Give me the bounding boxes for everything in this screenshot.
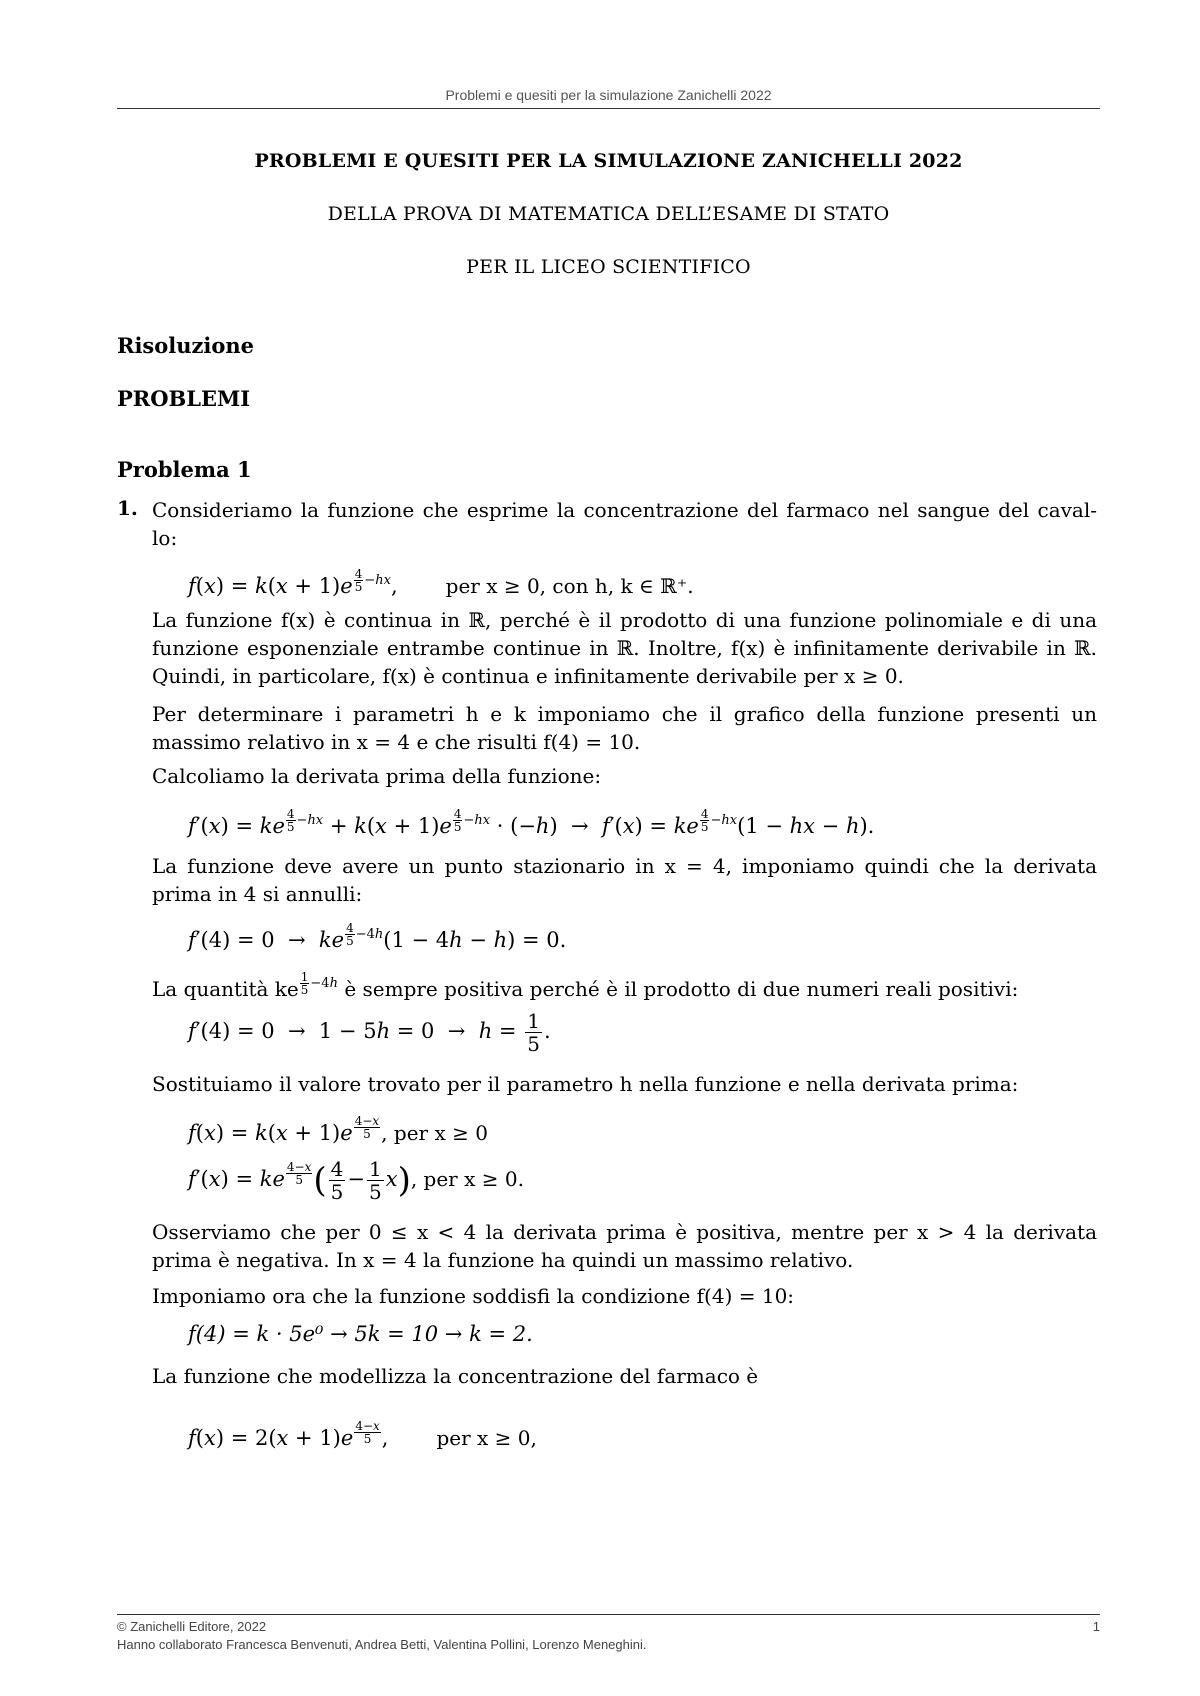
footer-rule (117, 1614, 1100, 1615)
equation-condition: per x ≥ 0, con h, k ∈ ℝ⁺. (445, 574, 694, 598)
equation-stationary: f′(4) = 0 → ke $^{\frac{4}{5} -4h}$(1 − 4h − h) = 0. (188, 921, 567, 952)
heading-problema-1: Problema 1 (117, 457, 252, 482)
equation-f-definition: f(x) = k(x + 1)e $^{\frac{4}{5} -hx}$, per x ≥ 0, con h, k ∈ ℝ⁺. (188, 567, 694, 598)
equation-final: f(x) = 2(x + 1)e $^{\frac{4-x}{5}}$ , per x ≥ 0, (188, 1419, 537, 1450)
paragraph-1: Consideriamo la funzione che esprime la concentrazione del farmaco nel sangue del caval-lo: (152, 498, 1097, 550)
paragraph-2: La funzione f(x) è continua in ℝ, perché è il prodotto di una funzione polinomiale e di una funzione esponenziale entrambe continue in ℝ. Inoltre, f(x) è infinitamente derivabile in ℝ. Quindi, in particolare, f(x) è continua e infinitamente derivabile per x ≥ 0. (152, 608, 1097, 688)
page-number: 1 (1092, 1619, 1100, 1634)
condition-2: , per x ≥ 0. (410, 1167, 524, 1191)
condition-1: , per x ≥ 0 (381, 1121, 488, 1145)
paragraph-5: La funzione deve avere un punto stazionario in x = 4, imponiamo quindi che la derivata prima in 4 si annulli: (152, 854, 1097, 906)
title-line-2: DELLA PROVA DI MATEMATICA DELL’ESAME DI STATO (327, 203, 890, 225)
paragraph-7: Sostituiamo il valore trovato per il parametro h nella funzione e nella derivata prima: (152, 1072, 1019, 1096)
paragraph-8: Osserviamo che per 0 ≤ x < 4 la derivata prima è positiva, mentre per x > 4 la derivata prima è negativa. In x = 4 la funzione ha quindi un massimo relativo. (152, 1220, 1097, 1272)
paragraph-4: Calcoliamo la derivata prima della funzione: (152, 764, 602, 788)
equation-k-text: f(4) = k · 5e⁰ → 5k = 10 → k = 2. (188, 1322, 533, 1346)
equation-k-value (188, 1322, 533, 1346)
footer-authors: Hanno collaborato Francesca Benvenuti, Andrea Betti, Valentina Pollini, Lorenzo Meneghini. (117, 1637, 647, 1652)
paragraph-6-end: è sempre positiva perché è il prodotto di due numeri reali positivi: (344, 977, 1019, 1001)
paragraph-10: La funzione che modellizza la concentrazione del farmaco è (152, 1364, 759, 1388)
paragraph-9: Imponiamo ora che la funzione soddisfi la condizione f(4) = 10: (152, 1284, 795, 1308)
paragraph-6-start: La quantità ke (152, 977, 299, 1001)
equation-h-value: f′(4) = 0 → 1 − 5h = 0 → h = $\frac{1}{5}$ . (188, 1009, 551, 1056)
paragraph-6: La quantità ke $^{\frac{1}{5} -4h}$ è sempre positiva perché è il prodotto di due numeri reali positivi: (152, 970, 1019, 1001)
heading-problemi: PROBLEMI (117, 386, 251, 411)
heading-risoluzione: Risoluzione (117, 333, 255, 358)
header-rule (117, 108, 1100, 109)
paragraph-3: Per determinare i parametri h e k imponiamo che il grafico della funzione presenti un massimo relativo in x = 4 e che risulti f(4) = 10. (152, 702, 1097, 754)
equation-fprime-with-h: f′(x) = ke $^{\frac{4-x}{5}}$ ( $\frac{4}{5}$ − $\frac{1}{5}$ x), per x ≥ 0. (188, 1157, 524, 1204)
running-header: Problemi e quesiti per la simulazione Zanichelli 2022 (445, 87, 772, 103)
footer-copyright: © Zanichelli Editore, 2022 (117, 1619, 267, 1634)
item-number: 1. (117, 496, 138, 520)
equation-f-with-h: f(x) = k(x + 1)e $^{\frac{4-x}{5}}$ , per x ≥ 0 (188, 1114, 488, 1145)
title-line-1: PROBLEMI E QUESITI PER LA SIMULAZIONE ZANICHELLI 2022 (254, 150, 963, 172)
title-line-3: PER IL LICEO SCIENTIFICO (466, 256, 751, 278)
equation-derivative: f′(x) = ke $^{\frac{4}{5} -hx}$ + k(x + 1)e $^{\frac{4}{5} -hx}$ · (−h) → f′(x) = ke $^{\frac{4}{5} -hx}$(1 − hx − h). (188, 807, 875, 838)
final-condition: per x ≥ 0, (436, 1426, 537, 1450)
